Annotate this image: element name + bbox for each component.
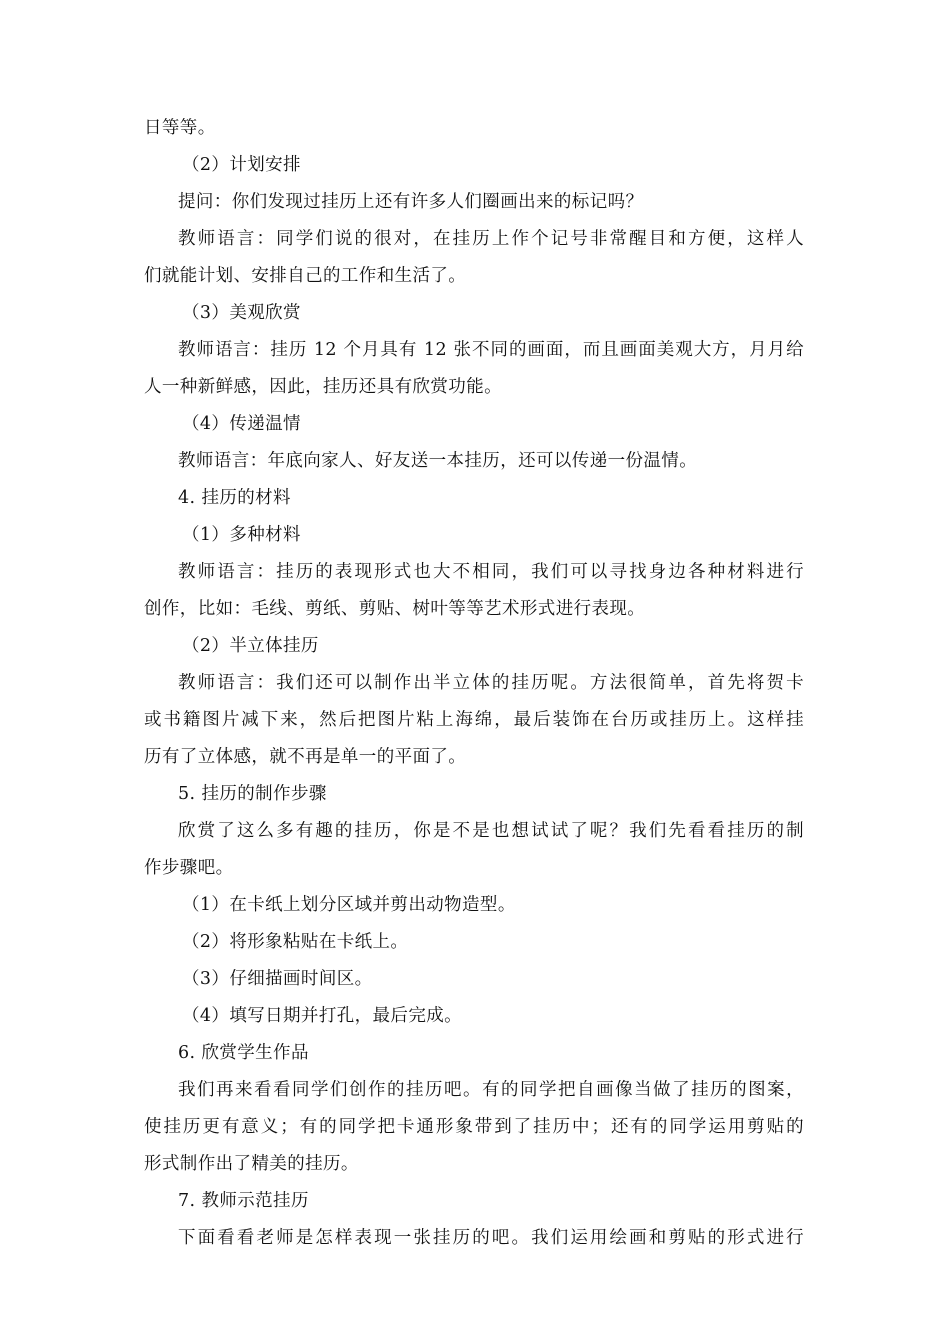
text-line: （4）传递温情 [182,414,301,434]
text-line: （2）计划安排 [182,155,301,175]
text-line: 6. 欣赏学生作品 [178,1043,309,1063]
text-line: （2）半立体挂历 [182,636,319,656]
text-line: 人一种新鲜感，因此，挂历还具有欣赏功能。 [144,377,502,397]
text-line: 们就能计划、安排自己的工作和生活了。 [144,266,467,286]
text-line: （3）美观欣赏 [182,303,301,323]
text-line: 教师语言：年底向家人、好友送一本挂历，还可以传递一份温情。 [178,451,698,471]
text-line: 形式制作出了精美的挂历。 [144,1154,359,1174]
text-line: 我们再来看看同学们创作的挂历吧。有的同学把自画像当做了挂历的图案， [178,1080,804,1100]
text-line: 5. 挂历的制作步骤 [178,784,327,804]
text-line: 日等等。 [144,118,216,138]
text-line: （3）仔细描画时间区。 [182,969,373,989]
text-line: 创作，比如：毛线、剪纸、剪贴、树叶等等艺术形式进行表现。 [144,599,646,619]
text-line: 提问：你们发现过挂历上还有许多人们圈画出来的标记吗？ [178,192,644,212]
text-line: 教师语言：挂历的表现形式也大不相同，我们可以寻找身边各种材料进行 [178,562,804,582]
text-line: 教师语言：挂历 12 个月具有 12 张不同的画面，而且画面美观大方，月月给 [178,340,804,360]
text-line: 作步骤吧。 [144,858,234,878]
text-line: 或书籍图片减下来，然后把图片粘上海绵，最后装饰在台历或挂历上。这样挂 [144,710,804,730]
text-line: 7. 教师示范挂历 [178,1191,309,1211]
text-line: 历有了立体感，就不再是单一的平面了。 [144,747,467,767]
text-line: 4. 挂历的材料 [178,488,291,508]
text-line: （4）填写日期并打孔，最后完成。 [182,1006,463,1026]
document-body [144,110,804,1257]
text-line: 下面看看老师是怎样表现一张挂历的吧。我们运用绘画和剪贴的形式进行 [178,1228,804,1248]
text-line: 教师语言：同学们说的很对，在挂历上作个记号非常醒目和方便，这样人 [178,229,804,249]
text-line: （1）在卡纸上划分区域并剪出动物造型。 [182,895,516,915]
text-line: 使挂历更有意义；有的同学把卡通形象带到了挂历中；还有的同学运用剪贴的 [144,1117,804,1137]
text-line: （2）将形象粘贴在卡纸上。 [182,932,409,952]
text-line: 教师语言：我们还可以制作出半立体的挂历呢。方法很简单，首先将贺卡 [178,673,804,693]
text-line: （1）多种材料 [182,525,301,545]
text-line: 欣赏了这么多有趣的挂历，你是不是也想试试了呢？我们先看看挂历的制 [178,821,804,841]
